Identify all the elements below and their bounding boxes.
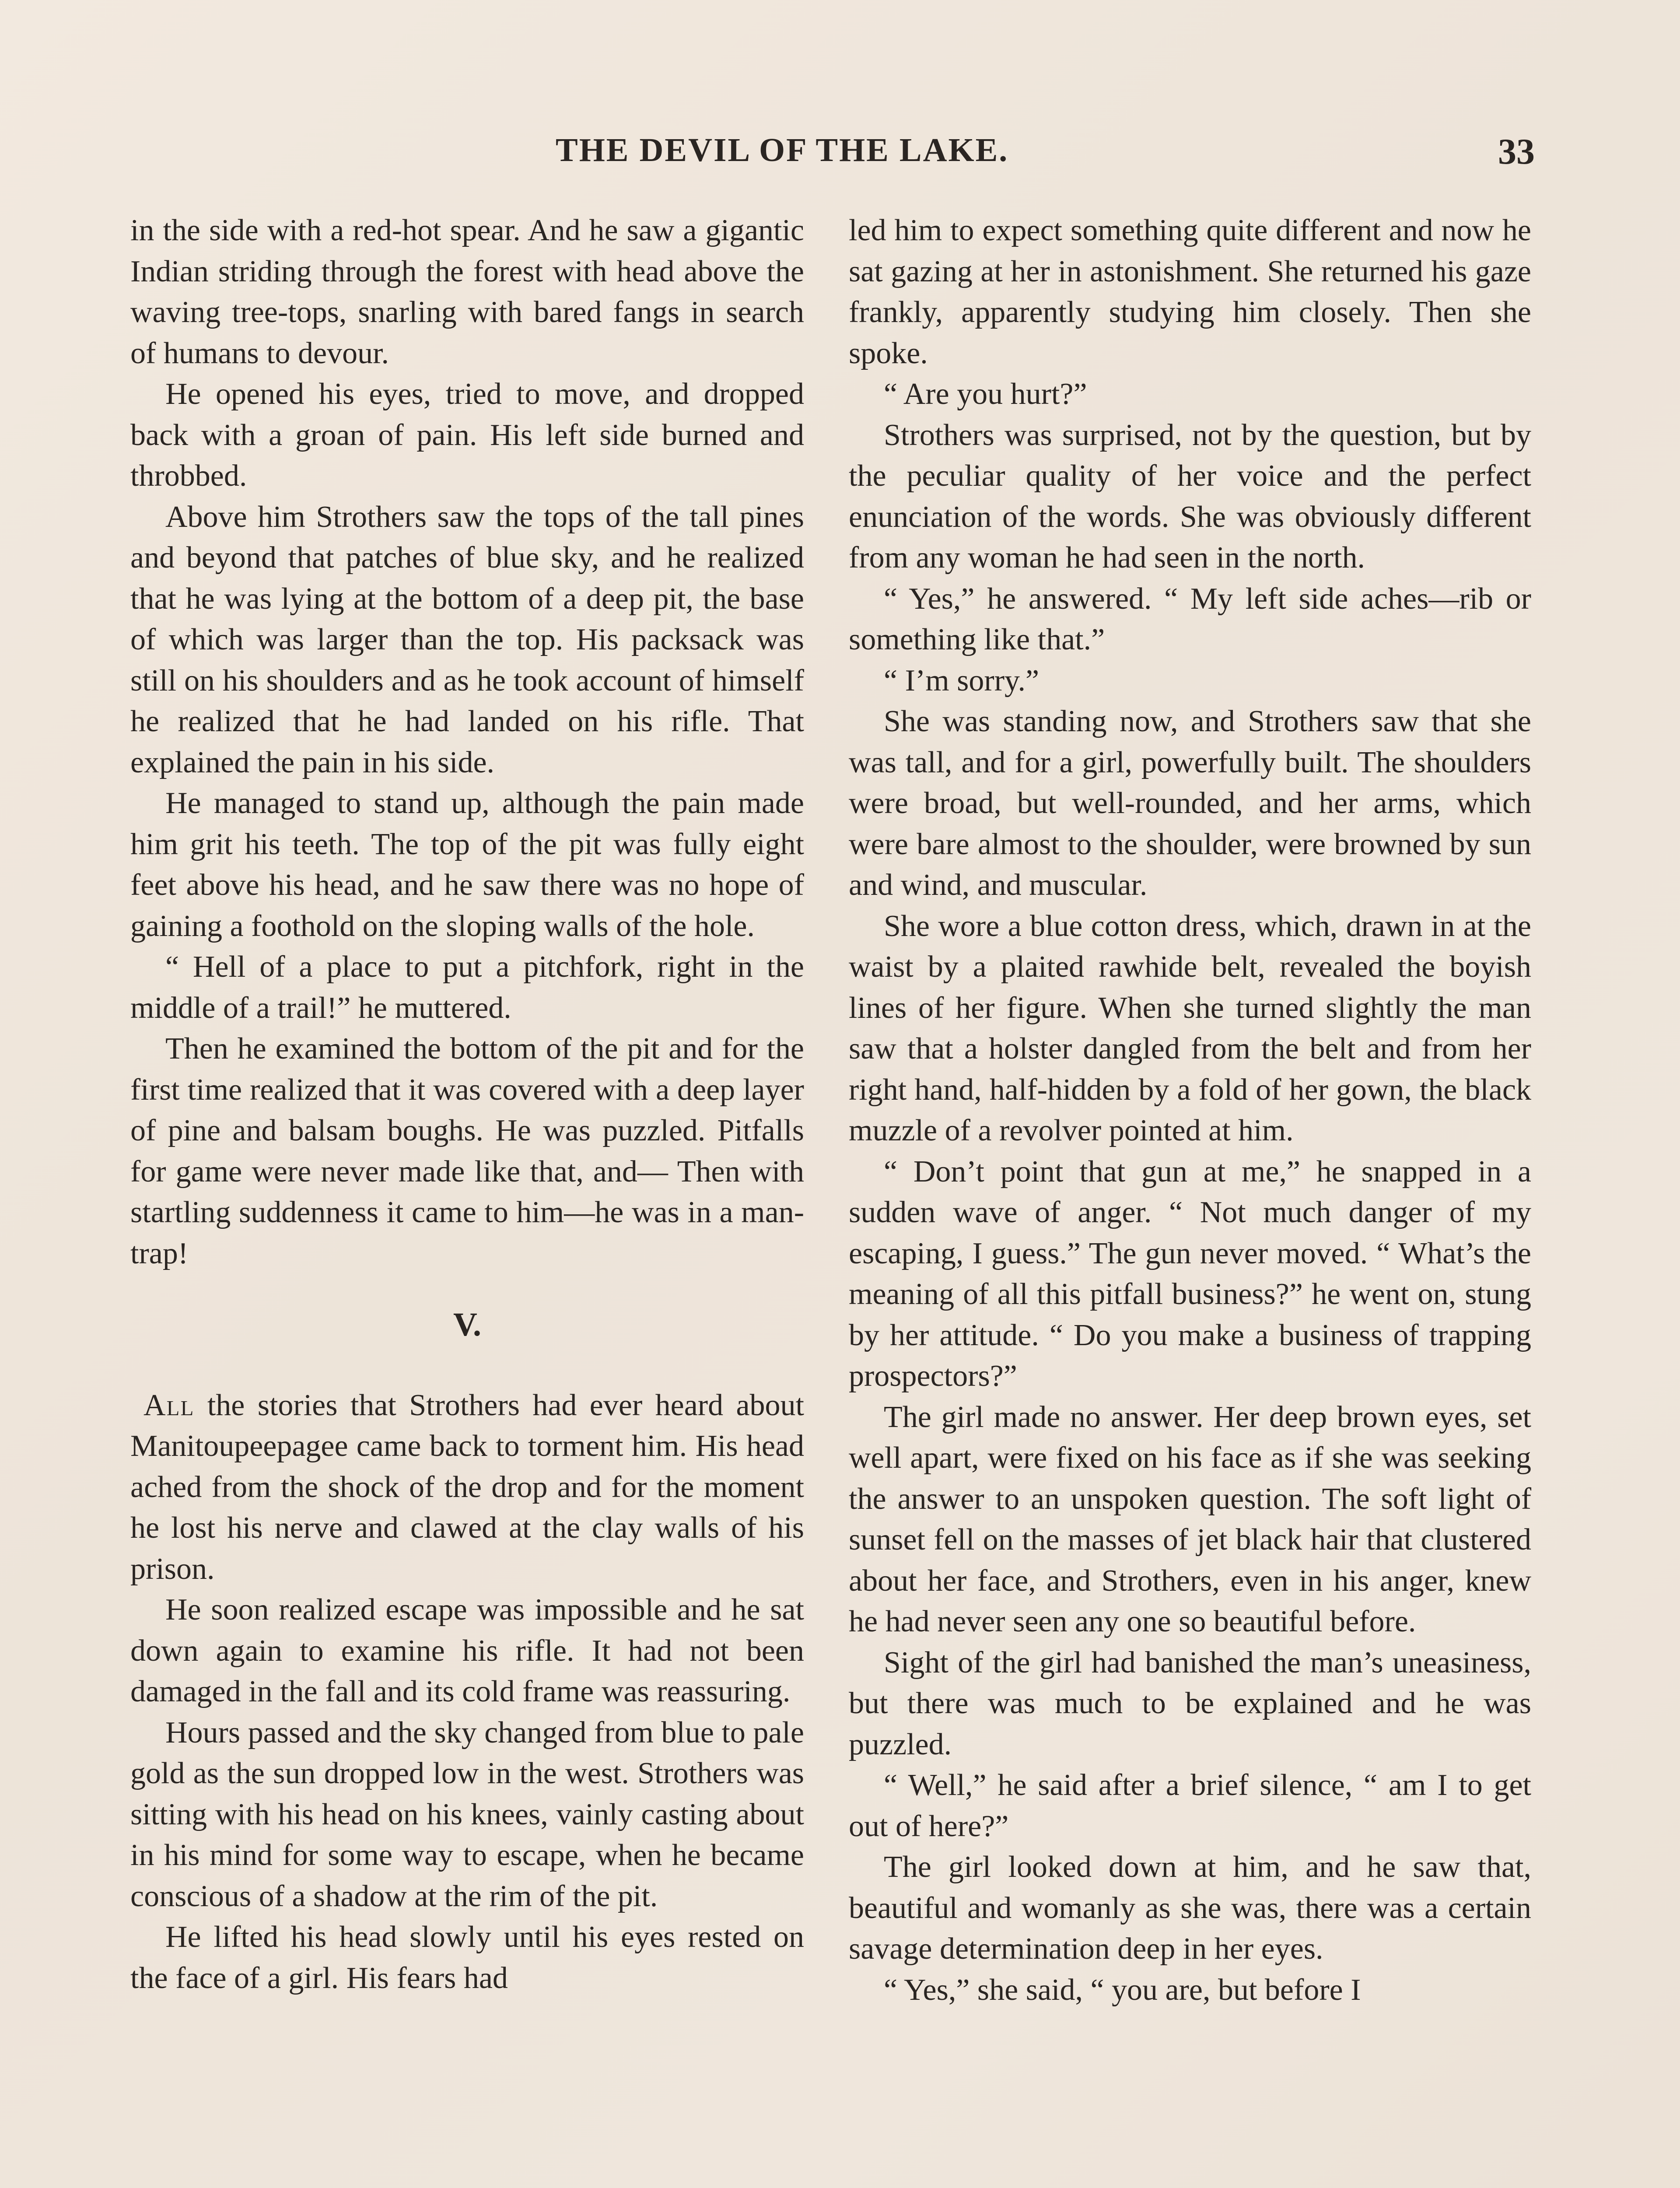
paragraph: He managed to stand up, although the pain made him grit his teeth. The top of the pit was fully eight feet above his head, and he saw there was no hope of gaining a foothold on the sloping walls of the hole.	[130, 786, 804, 943]
paragraph: “ Are you hurt?”	[884, 377, 1087, 411]
paragraph: Strothers was surprised, not by the question, but by the peculiar quality of her voice and the perfect enunciation of the words. She was obviously different from any woman he had seen in the north.	[849, 418, 1531, 575]
paragraph: Then he examined the bottom of the pit and for the first time realized that it was covered with a deep layer of pine and balsam boughs. He was puzzled. Pitfalls for game were never made like that, and— Then with startling suddenness it came to him—he was in a man-trap!	[130, 1032, 804, 1270]
paragraph: Sight of the girl had banished the man’s uneasiness, but there was much to be explained and he was puzzled.	[849, 1645, 1531, 1761]
paragraph: He opened his eyes, tried to move, and dropped back with a groan of pain. His left side burned and throbbed.	[130, 377, 804, 493]
paragraph: “ Yes,” he answered. “ My left side aches—rib or something like that.”	[849, 582, 1531, 656]
right-column	[849, 210, 1531, 2010]
paragraph: He soon realized escape was impossible and he sat down again to examine his rifle. It had not been damaged in the fall and its cold frame was reassuring.	[130, 1593, 804, 1708]
paragraph: Hours passed and the sky changed from blue to pale gold as the sun dropped low in the west. Strothers was sitting with his head on his knees, vainly casting about in his mind for some way to escape, when he became conscious of a shadow at the rim of the pit.	[130, 1715, 804, 1913]
paragraph: She was standing now, and Strothers saw that she was tall, and for a girl, powerfully built. The shoulders were broad, but well-rounded, and her arms, which were bare almost to the shoulder, were browned by sun and wind, and muscular.	[849, 705, 1531, 902]
paragraph: She wore a blue cotton dress, which, drawn in at the waist by a plaited rawhide belt, revealed the boyish lines of her figure. When she turned slightly the man saw that a holster dangled from the belt and from her right hand, half-hidden by a fold of her gown, the black muzzle of a revolver pointed at him.	[849, 909, 1531, 1147]
section-heading: V.	[453, 1306, 482, 1343]
paragraph: “ I’m sorry.”	[884, 663, 1040, 698]
paragraph: He lifted his head slowly until his eyes rested on the face of a girl. His fears had	[130, 1920, 804, 1995]
paragraph: led him to expect something quite different and now he sat gazing at her in astonishment. She returned his gaze frankly, apparently studying him closely. Then she spoke.	[849, 214, 1531, 370]
paragraph: “ Well,” he said after a brief silence, “ am I to get out of here?”	[849, 1768, 1531, 1843]
left-column	[130, 210, 804, 1999]
paragraph: The girl looked down at him, and he saw that, beautiful and womanly as she was, there was a certain savage determination deep in her eyes.	[849, 1850, 1531, 1966]
paragraph-text: the stories that Strothers had ever heard about Manitoupeepagee came back to torment him. His head ached from the shock of the drop and for the moment he lost his nerve and clawed at the clay walls of his prison.	[130, 1388, 804, 1586]
paragraph: in the side with a red-hot spear. And he saw a gigantic Indian striding through the forest with head above the waving tree-tops, snarling with bared fangs in search of humans to devour.	[130, 214, 804, 370]
section-lead-word: All	[144, 1388, 195, 1422]
page-number: 33	[1498, 131, 1535, 172]
paragraph: “ Hell of a place to put a pitchfork, right in the middle of a trail!” he muttered.	[130, 950, 804, 1025]
running-head: THE DEVIL OF THE LAKE.	[556, 132, 1009, 168]
paragraph: “ Yes,” she said, “ you are, but before I	[884, 1973, 1361, 2007]
paragraph: The girl made no answer. Her deep brown eyes, set well apart, were fixed on his face as if she was seeking the answer to an unspoken question. The soft light of sunset fell on the masses of jet black hair that clustered about her face, and Strothers, even in his anger, knew he had never seen any one so beautiful before.	[849, 1400, 1531, 1638]
paragraph: Above him Strothers saw the tops of the tall pines and beyond that patches of blue sky, and he realized that he was lying at the bottom of a deep pit, the base of which was larger than the top. His packsack was still on his shoulders and as he took account of himself he realized that he had landed on his rifle. That explained the pain in his side.	[130, 500, 804, 779]
paragraph: “ Don’t point that gun at me,” he snapped in a sudden wave of anger. “ Not much danger of my escaping, I guess.” The gun never moved. “ What’s the meaning of all this pitfall business?” he went on, stung by her attitude. “ Do you make a business of trapping prospectors?”	[849, 1154, 1531, 1393]
paragraph	[130, 1385, 804, 1590]
